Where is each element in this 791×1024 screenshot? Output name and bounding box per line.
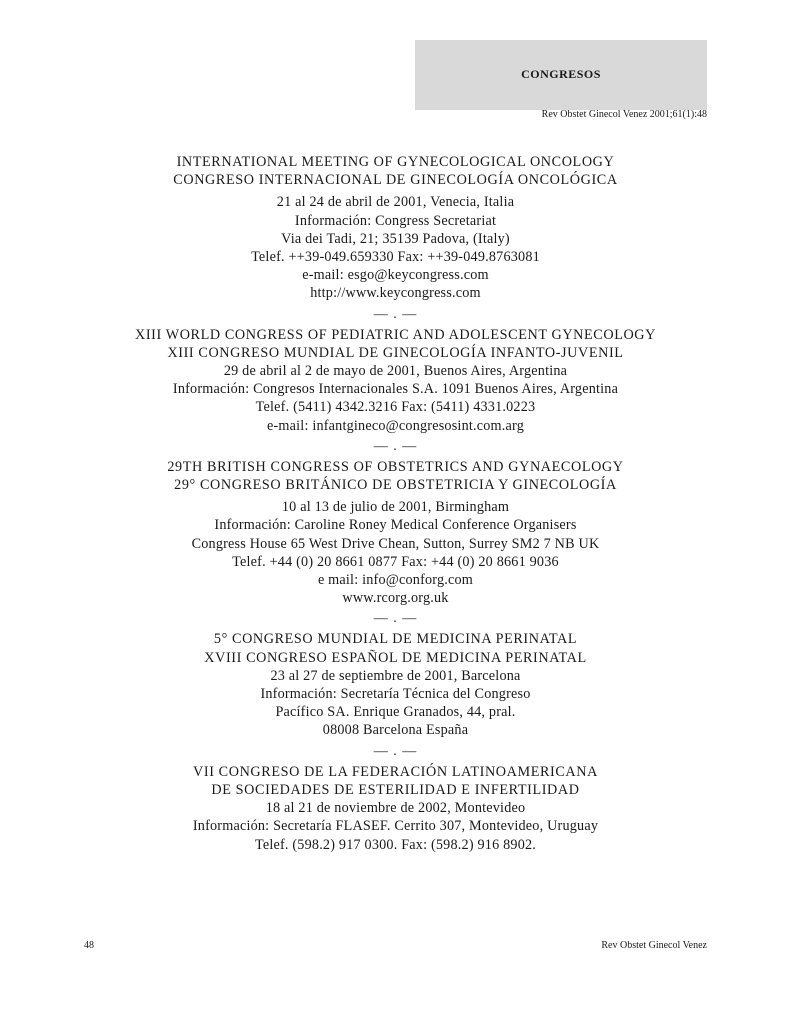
separator: — . — bbox=[373, 611, 418, 627]
section-label: CONGRESOS bbox=[521, 67, 601, 81]
event-title-es: XVIII CONGRESO ESPAÑOL DE MEDICINA PERINATAL bbox=[204, 649, 587, 666]
event-title-en: XIII WORLD CONGRESS OF PEDIATRIC AND ADOLESCENT GYNECOLOGY bbox=[135, 326, 656, 343]
congress-entry bbox=[60, 630, 731, 739]
event-address: Congress House 65 West Drive Chean, Sutton, Surrey SM2 7 NB UK bbox=[191, 535, 600, 552]
event-title-es: 29° CONGRESO BRITÁNICO DE OBSTETRICIA Y GINECOLOGÍA bbox=[174, 477, 617, 494]
event-title-es: CONGRESO INTERNACIONAL DE GINECOLOGÍA ONCOLÓGICA bbox=[173, 172, 618, 189]
separator: — . — bbox=[373, 438, 418, 454]
event-title-es: XIII CONGRESO MUNDIAL DE GINECOLOGÍA INFANTO-JUVENIL bbox=[167, 344, 624, 361]
event-date: 18 al 21 de noviembre de 2002, Montevideo bbox=[265, 800, 526, 817]
congress-entry bbox=[60, 326, 731, 435]
event-date: 29 de abril al 2 de mayo de 2001, Buenos Aires, Argentina bbox=[223, 363, 568, 380]
event-address: 08008 Barcelona España bbox=[322, 722, 469, 739]
event-website: http://www.keycongress.com bbox=[310, 285, 481, 302]
event-title-en: VII CONGRESO DE LA FEDERACIÓN LATINOAMERICANA bbox=[193, 763, 598, 780]
event-email: e mail: info@conforg.com bbox=[317, 572, 474, 589]
congress-list bbox=[60, 153, 731, 854]
event-info: Información: Caroline Roney Medical Conference Organisers bbox=[214, 517, 577, 534]
event-website: www.rcorg.org.uk bbox=[342, 590, 449, 607]
congress-entry bbox=[60, 153, 731, 303]
event-phone: Telef. +44 (0) 20 8661 0877 Fax: +44 (0) 20 8661 9036 bbox=[232, 553, 559, 570]
congress-entry bbox=[60, 763, 731, 854]
event-info: Información: Congress Secretariat bbox=[294, 212, 497, 229]
event-phone: Telef. (598.2) 917 0300. Fax: (598.2) 916 8902. bbox=[254, 836, 537, 853]
event-address: Pacífico SA. Enrique Granados, 44, pral. bbox=[275, 704, 516, 721]
event-date: 21 al 24 de abril de 2001, Venecia, Italia bbox=[276, 194, 515, 211]
citation: Rev Obstet Ginecol Venez 2001;61(1):48 bbox=[541, 109, 707, 120]
event-email: e-mail: infantgineco@congresosint.com.arg bbox=[267, 417, 524, 434]
event-address: Via dei Tadi, 21; 35139 Padova, (Italy) bbox=[281, 230, 510, 247]
event-info: Información: Secretaría FLASEF. Cerrito 307, Montevideo, Uruguay bbox=[192, 818, 599, 835]
separator: — . — bbox=[373, 306, 418, 322]
event-date: 23 al 27 de septiembre de 2001, Barcelona bbox=[270, 667, 521, 684]
event-title-en: 5° CONGRESO MUNDIAL DE MEDICINA PERINATAL bbox=[213, 631, 578, 648]
event-info: Información: Congresos Internacionales S.A. 1091 Buenos Aires, Argentina bbox=[172, 381, 619, 398]
footer-journal: Rev Obstet Ginecol Venez bbox=[601, 940, 707, 951]
event-title-es: DE SOCIEDADES DE ESTERILIDAD E INFERTILIDAD bbox=[211, 781, 580, 798]
event-date: 10 al 13 de julio de 2001, Birmingham bbox=[281, 499, 510, 516]
page-number: 48 bbox=[84, 940, 94, 951]
event-info: Información: Secretaría Técnica del Congreso bbox=[260, 686, 531, 703]
congress-entry bbox=[60, 458, 731, 608]
separator: — . — bbox=[373, 743, 418, 759]
event-email: e-mail: esgo@keycongress.com bbox=[302, 267, 489, 284]
event-title-en: INTERNATIONAL MEETING OF GYNECOLOGICAL ONCOLOGY bbox=[176, 154, 615, 170]
event-phone: Telef. ++39-049.659330 Fax: ++39-049.8763081 bbox=[251, 249, 540, 266]
section-header-box bbox=[415, 40, 707, 110]
event-title-en: 29TH BRITISH CONGRESS OF OBSTETRICS AND GYNAECOLOGY bbox=[167, 458, 624, 475]
event-phone: Telef. (5411) 4342.3216 Fax: (5411) 4331.0223 bbox=[255, 399, 536, 416]
